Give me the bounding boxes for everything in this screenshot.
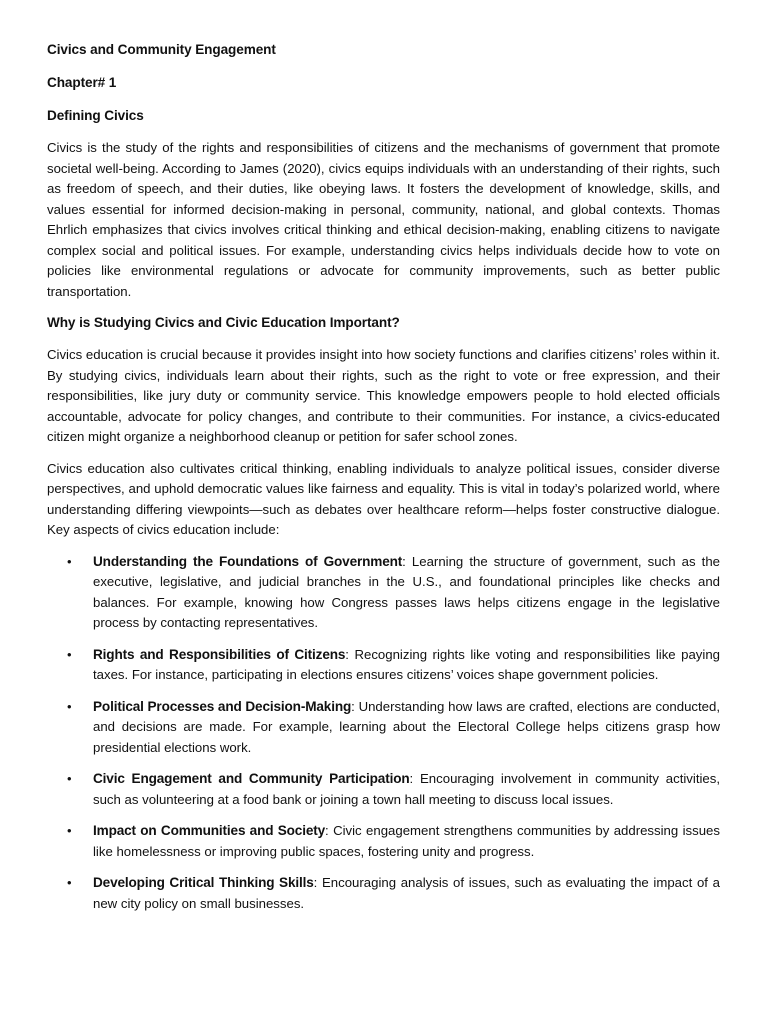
list-item-term: Developing Critical Thinking Skills: [93, 875, 314, 890]
list-item-term: Civic Engagement and Community Participation: [93, 771, 410, 786]
list-item: [47, 769, 720, 810]
key-aspects-list: [47, 552, 720, 915]
paragraph-why-civics-1: Civics education is crucial because it provides insight into how society functions and clarifies citizens’ roles within it. By studying civics, individuals learn about their rights, such as the right to vote or free expression, and their responsibilities, like jury duty or community service. This knowledge empowers people to hold elected officials accountable, advocate for policy changes, and contribute to their communities. For instance, a civics-educated citizen might organize a neighborhood cleanup or petition for safer school zones.: [47, 347, 720, 444]
bullet-icon: •: [67, 698, 72, 714]
section-heading-defining-civics: Defining Civics: [47, 108, 144, 123]
list-item-term: Impact on Communities and Society: [93, 823, 326, 838]
list-item-term: Political Processes and Decision-Making: [93, 698, 352, 714]
paragraph-defining-civics: Civics is the study of the rights and responsibilities of citizens and the mechanisms of government that promote societal well-being. According to James (2020), civics equips individuals with an understanding of their rights, such as freedom of speech, and their duties, like obeying laws. It fosters the development of knowledge, skills, and values essential for informed decision-making in personal, community, national, and global contexts. Thomas Ehrlich emphasizes that civics involves critical thinking and ethical decision-making, enabling citizens to navigate complex social and political issues. For example, understanding civics helps individuals decide how to vote on policies like environmental regulations or advocate for community improvements, such as better public transportation.: [47, 140, 720, 299]
bullet-icon: •: [67, 875, 72, 890]
document-title: Civics and Community Engagement: [47, 42, 276, 57]
section-heading-why-civics: Why is Studying Civics and Civic Education Important?: [47, 315, 400, 330]
list-item: [47, 873, 720, 914]
list-item-text: : Understanding how laws are crafted, elections are conducted, and decisions are made. For example, learning about the Electoral College helps citizens grasp how presidential elections work.: [93, 698, 720, 755]
chapter-heading: Chapter# 1: [47, 75, 117, 90]
list-item-text: : Learning the structure of government, such as the executive, legislative, and judicial branches in the U.S., and foundational principles like checks and balances. For example, knowing how Congress passes laws helps citizens engage in the legislative process by contacting representatives.: [93, 553, 720, 630]
list-item-text: : Civic engagement strengthens communities by addressing issues like homelessness or improving public spaces, fostering unity and progress.: [93, 823, 720, 859]
bullet-icon: •: [67, 646, 72, 662]
list-item-term: Rights and Responsibilities of Citizens: [93, 646, 346, 662]
list-item-text: : Encouraging involvement in community activities, such as volunteering at a food bank or joining a town hall meeting to discuss local issues.: [93, 771, 721, 807]
bullet-icon: •: [67, 823, 72, 838]
list-item-text: : Encouraging analysis of issues, such as evaluating the impact of a new city policy on small businesses.: [93, 875, 720, 911]
list-item-text: : Recognizing rights like voting and responsibilities like paying taxes. For instance, participating in elections ensures citizens’ voices shape government policies.: [93, 646, 720, 682]
list-item: [47, 821, 720, 862]
list-item: [47, 645, 720, 686]
list-item: [47, 552, 720, 634]
list-item-term: Understanding the Foundations of Government: [93, 553, 403, 569]
paragraph-why-civics-2: Civics education also cultivates critical thinking, enabling individuals to analyze political issues, consider diverse perspectives, and uphold democratic values like fairness and equality. This is vital in today’s polarized world, where understanding differing viewpoints—such as debates over healthcare reform—helps foster constructive dialogue. Key aspects of civics education include:: [47, 460, 720, 537]
bullet-icon: •: [67, 553, 72, 569]
document-page: [47, 40, 720, 925]
list-item: [47, 697, 720, 759]
bullet-icon: •: [67, 771, 72, 786]
